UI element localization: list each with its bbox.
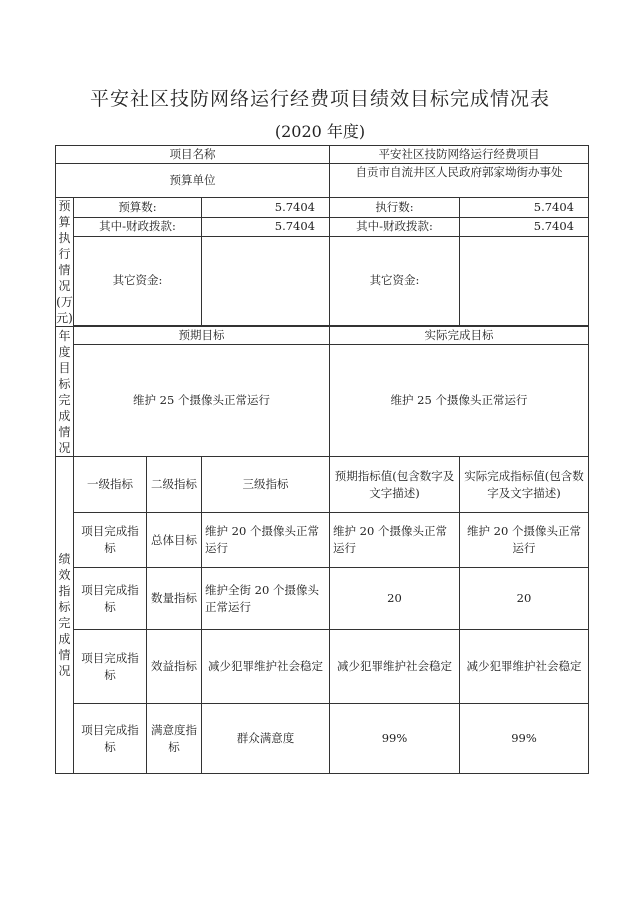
budget-value: 5.7404 <box>202 198 330 218</box>
level2-cell: 数量指标 <box>147 568 202 630</box>
expected-value-cell: 减少犯罪维护社会稳定 <box>330 630 460 704</box>
other-funds-value <box>202 237 330 326</box>
level1-header: 一级指标 <box>74 457 147 513</box>
budget-label: 预算数: <box>74 198 202 218</box>
table-row <box>56 630 589 704</box>
project-name-value: 平安社区技防网络运行经费项目 <box>330 146 589 164</box>
fiscal-budget-value: 5.7404 <box>202 217 330 237</box>
table-row <box>56 704 589 774</box>
exec-value: 5.7404 <box>460 198 589 218</box>
project-name-label: 项目名称 <box>56 146 330 164</box>
document-subtitle: (2020 年度) <box>274 122 366 141</box>
budget-section-label: 预算执行情况(万元) <box>56 199 73 325</box>
project-name-row <box>56 146 589 164</box>
annual-header-row <box>56 327 589 345</box>
expected-value-cell: 99% <box>330 704 460 774</box>
level3-cell: 维护 20 个摄像头正常运行 <box>202 513 330 568</box>
budget-unit-value: 自贡市自流井区人民政府郭家坳街办事处 <box>330 164 589 198</box>
level2-cell: 效益指标 <box>147 630 202 704</box>
fiscal-label: 其中-财政拨款: <box>74 217 202 237</box>
budget-unit-row <box>56 164 589 198</box>
budget-unit-label: 预算单位 <box>56 164 330 198</box>
annual-content-row <box>56 345 589 457</box>
level3-header: 三级指标 <box>202 457 330 513</box>
level3-cell: 群众满意度 <box>202 704 330 774</box>
actual-value-cell: 维护 20 个摄像头正常运行 <box>460 513 589 568</box>
other-funds-label: 其它资金: <box>74 237 202 326</box>
fiscal-exec-label: 其中-财政拨款: <box>330 217 460 237</box>
indicator-header-row <box>56 457 589 513</box>
actual-target-text: 维护 25 个摄像头正常运行 <box>330 345 589 457</box>
table-row <box>56 568 589 630</box>
level2-cell: 满意度指标 <box>147 704 202 774</box>
level3-cell: 维护全街 20 个摄像头正常运行 <box>202 568 330 630</box>
document-title: 平安社区技防网络运行经费项目绩效目标完成情况表 <box>89 88 550 110</box>
exec-label: 执行数: <box>330 198 460 218</box>
fiscal-exec-value: 5.7404 <box>460 217 589 237</box>
performance-table <box>55 145 589 774</box>
other-funds-exec-label: 其它资金: <box>330 237 460 326</box>
actual-value-cell: 减少犯罪维护社会稳定 <box>460 630 589 704</box>
budget-row <box>56 198 589 218</box>
fiscal-row <box>56 217 589 237</box>
expected-value-cell: 维护 20 个摄像头正常运行 <box>330 513 460 568</box>
level3-cell: 减少犯罪维护社会稳定 <box>202 630 330 704</box>
level1-cell: 项目完成指标 <box>74 630 147 704</box>
level2-header: 二级指标 <box>147 457 202 513</box>
expected-value-cell: 20 <box>330 568 460 630</box>
level1-cell: 项目完成指标 <box>74 568 147 630</box>
annual-section-label: 年度目标完成情况 <box>56 327 74 457</box>
other-funds-exec-value <box>460 237 589 326</box>
expected-target-header: 预期目标 <box>74 327 330 345</box>
other-funds-row <box>56 237 589 326</box>
actual-target-header: 实际完成目标 <box>330 327 589 345</box>
expected-value-header: 预期指标值(包含数字及文字描述) <box>330 457 460 513</box>
table-row <box>56 513 589 568</box>
level2-cell: 总体目标 <box>147 513 202 568</box>
actual-value-cell: 20 <box>460 568 589 630</box>
actual-value-cell: 99% <box>460 704 589 774</box>
level1-cell: 项目完成指标 <box>74 704 147 774</box>
expected-target-text: 维护 25 个摄像头正常运行 <box>74 345 330 457</box>
actual-value-header: 实际完成指标值(包含数字及文字描述) <box>460 457 589 513</box>
indicator-section-label: 绩效指标完成情况 <box>56 457 74 774</box>
level1-cell: 项目完成指标 <box>74 513 147 568</box>
